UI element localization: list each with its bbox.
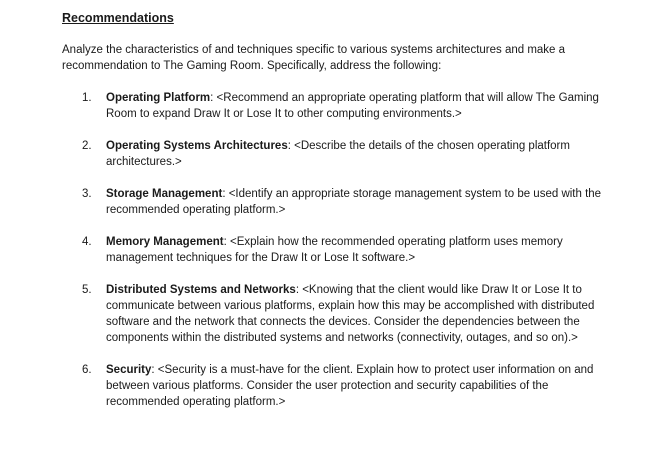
item-text: : <Explain how the recommended operating platform uses memory management techniques for the Draw It or Lose It software.> <box>106 236 563 264</box>
item-body <box>106 362 624 410</box>
item-body <box>106 234 624 266</box>
intro-paragraph: Analyze the characteristics of and techniques specific to various systems architectures and make a recommendation to The Gaming Room. Specifically, address the following: <box>62 44 566 72</box>
recommendations-list <box>62 90 636 410</box>
item-title: Memory Management <box>106 236 224 248</box>
item-number: 4. <box>82 236 92 248</box>
item-number: 3. <box>82 188 92 200</box>
item-number: 2. <box>82 140 92 152</box>
section-heading: Recommendations <box>62 11 174 25</box>
item-number: 1. <box>82 92 92 104</box>
item-text: : <Recommend an appropriate operating platform that will allow The Gaming Room to expand Draw It or Lose It to other computing environments.> <box>106 92 599 120</box>
item-number: 6. <box>82 364 92 376</box>
list-item <box>62 186 636 218</box>
item-text: : <Describe the details of the chosen operating platform architectures.> <box>106 140 570 168</box>
item-body <box>106 138 624 170</box>
item-title: Distributed Systems and Networks <box>106 284 296 296</box>
list-item <box>62 282 636 346</box>
item-number: 5. <box>82 284 92 296</box>
item-text: : <Knowing that the client would like Draw It or Lose It to communicate between various platforms, explain how this may be accomplished with distributed software and the network that connects the devices. Consider the dependencies between the components within the distributed systems and networks (connectivity, outages, and so on).> <box>106 284 595 344</box>
list-item <box>62 234 636 266</box>
item-title: Operating Platform <box>106 92 211 104</box>
list-item <box>62 362 636 410</box>
item-title: Operating Systems Architectures <box>106 140 288 152</box>
item-text: : <Identify an appropriate storage management system to be used with the recommended operating platform.> <box>106 188 602 216</box>
item-body <box>106 282 624 346</box>
item-title: Storage Management <box>106 188 223 200</box>
item-body <box>106 186 624 218</box>
list-item <box>62 90 636 122</box>
item-text: : <Security is a must-have for the client. Explain how to protect user information on and between various platforms. Consider the user protection and security capabilities of the recommended operating platform.> <box>106 364 594 408</box>
item-title: Security <box>106 364 152 376</box>
list-item <box>62 138 636 170</box>
item-body <box>106 90 624 122</box>
